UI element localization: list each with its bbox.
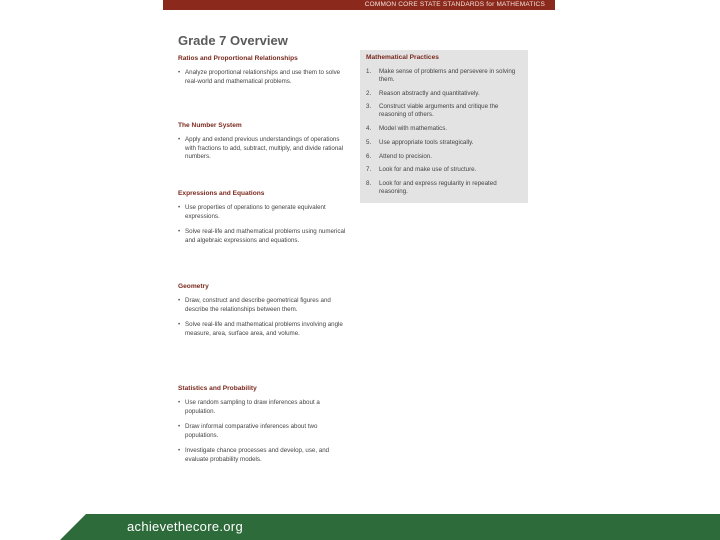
list-item: • Draw, construct and describe geometrical figures and describe the relationships between them. <box>178 297 348 314</box>
footer-bar <box>0 514 720 540</box>
practice-item <box>366 166 522 174</box>
domain-expressions-equations <box>178 190 348 252</box>
practice-list <box>366 68 522 196</box>
bullet-list <box>178 69 348 86</box>
practice-number: 4. <box>366 124 372 132</box>
list-item: • Apply and extend previous understandings of operations with fractions to add, subtract, multiply, and divide rational numbers. <box>178 136 348 162</box>
practice-number: 2. <box>366 89 372 97</box>
practices-heading: Mathematical Practices <box>366 54 439 61</box>
practice-text: Look for and make use of structure. <box>379 166 477 174</box>
practice-item <box>366 103 522 119</box>
practice-text: Look for and express regularity in repeated reasoning. <box>379 180 497 195</box>
practice-item <box>366 180 522 196</box>
domain-heading: The Number System <box>178 122 242 129</box>
list-item: • Use properties of operations to generate equivalent expressions. <box>178 204 348 221</box>
practice-text: Attend to precision. <box>379 152 432 160</box>
domain-heading: Expressions and Equations <box>178 190 265 197</box>
practice-item <box>366 153 522 161</box>
practice-number: 7. <box>366 166 372 174</box>
header-banner <box>163 0 555 10</box>
domain-heading: Statistics and Probability <box>178 385 257 392</box>
practice-item <box>366 139 522 147</box>
footer-background <box>0 514 720 540</box>
list-item: • Draw informal comparative inferences about two populations. <box>178 423 348 440</box>
footer-link[interactable]: achievethecore.org <box>127 519 243 534</box>
list-item: • Solve real-life and mathematical problems involving angle measure, area, surface area, and volume. <box>178 321 348 338</box>
list-item: • Solve real-life and mathematical problems using numerical and algebraic expressions and equations. <box>178 228 348 245</box>
domain-statistics-probability <box>178 385 348 472</box>
domain-heading: Geometry <box>178 283 209 290</box>
practice-text: Make sense of problems and persevere in solving them. <box>379 68 516 83</box>
domain-geometry <box>178 283 348 345</box>
bullet-list <box>178 297 348 338</box>
practice-number: 5. <box>366 138 372 146</box>
practice-number: 6. <box>366 152 372 160</box>
practice-number: 1. <box>366 68 372 75</box>
domain-ratios <box>178 55 348 93</box>
bullet-list <box>178 136 348 162</box>
domain-heading: Ratios and Proportional Relationships <box>178 55 298 62</box>
practice-text: Construct viable arguments and critique the reasoning of others. <box>379 103 499 119</box>
practice-number: 8. <box>366 180 372 188</box>
bullet-list <box>178 399 348 465</box>
banner-text: COMMON CORE STATE STANDARDS for MATHEMATICS <box>364 1 545 8</box>
bullet-list <box>178 204 348 245</box>
practice-number: 3. <box>366 103 372 111</box>
practice-item <box>366 125 522 133</box>
practice-text: Model with mathematics. <box>379 124 448 132</box>
mathematical-practices-box <box>360 50 528 203</box>
page-title: Grade 7 Overview <box>178 33 288 48</box>
practice-item <box>366 68 522 84</box>
list-item: • Investigate chance processes and develop, use, and evaluate probability models. <box>178 447 348 464</box>
list-item: • Analyze proportional relationships and use them to solve real-world and mathematical problems. <box>178 69 348 86</box>
list-item: • Use random sampling to draw inferences about a population. <box>178 399 348 416</box>
domain-number-system <box>178 122 348 169</box>
practice-text: Use appropriate tools strategically. <box>379 138 474 146</box>
practice-text: Reason abstractly and quantitatively. <box>379 89 480 97</box>
practice-item <box>366 90 522 98</box>
